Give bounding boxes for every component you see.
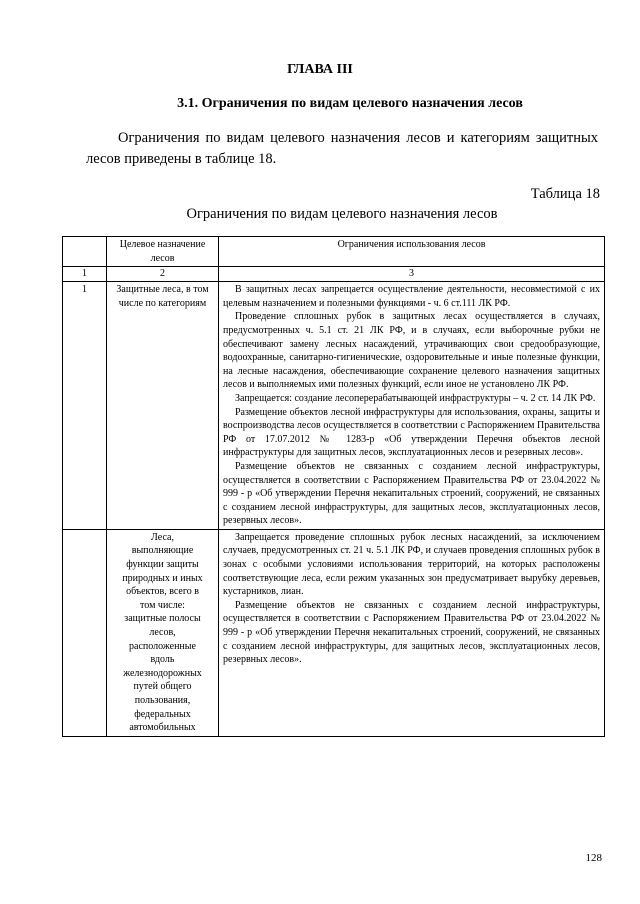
category-line: том числе: <box>140 599 185 611</box>
category-line: расположенные <box>129 640 196 652</box>
table-row <box>63 282 605 530</box>
restrictions-table <box>62 236 605 737</box>
table-header-row <box>63 237 605 267</box>
index-cell-3: 3 <box>219 267 605 282</box>
category-line: защитные полосы <box>124 613 201 625</box>
table-title: Ограничения по видам целевого назначения лесов <box>186 206 498 222</box>
section-heading: 3.1. Ограничения по видам целевого назначения лесов <box>177 96 523 111</box>
index-cell-2: 2 <box>107 267 219 282</box>
category-line: путей общего <box>133 681 192 693</box>
header-cell-purpose: Целевое назначение лесов <box>107 237 219 267</box>
row-number: 1 <box>63 282 107 530</box>
restriction-paragraph: Запрещается проведение сплошных рубок лесных насаждений, за исключением случаев, предусмотренных ст. 21 ч. 5.1 ЛК РФ, и случаев проведения сплошных рубок в зонах с особыми условиями использования территорий, на которых расположены соответствующие леса, если режим указанных зон предусматривает вырубку деревьев, кустарников, лиан. <box>223 531 600 598</box>
restriction-paragraph: Проведение сплошных рубок в защитных лесах осуществляется в случаях, предусмотренных ч. 5.1 ст. 21 ЛК РФ, и в случаях, если выборочные рубки не обеспечивают замену лесных насаждений, утрачивающих свои средообразующие, водоохранные, санитарно-гигиенические, оздоровительные и иные полезные функции, на лесные насаждения, обеспечивающие сохранение целевого назначения защитных лесов и выполняемых ими полезных функций, если иное не установлено ЛК РФ. <box>223 311 600 391</box>
row-category: Защитные леса, в том числе по категориям <box>107 282 219 530</box>
table-number: Таблица 18 <box>530 186 600 202</box>
index-cell-1: 1 <box>63 267 107 282</box>
chapter-heading: ГЛАВА III <box>287 62 353 77</box>
category-line: вдоль <box>150 654 175 666</box>
category-line: объектов, всего в <box>126 586 199 598</box>
page-number: 128 <box>585 852 602 864</box>
category-line: функции защиты <box>126 559 199 571</box>
table-row <box>63 529 605 736</box>
restriction-paragraph: Размещение объектов не связанных с созданием лесной инфраструктуры, осуществляется в соответствии с Распоряжением Правительства РФ от 23.04.2022 № 999 - р «Об утверждении Перечня некапитальных строений, сооружений, не связанных с созданием лесной инфраструктуры, для защитных лесов, эксплуатационных лесов, резервных лесов». <box>223 599 600 666</box>
category-line: автомобильных <box>129 722 196 734</box>
row-restrictions <box>219 529 605 736</box>
restriction-paragraph: Запрещается: создание лесоперерабатывающей инфраструктуры – ч. 2 ст. 14 ЛК РФ. <box>235 392 596 404</box>
category-line: лесов, <box>149 627 176 639</box>
intro-paragraph: Ограничения по видам целевого назначения лесов и категориям защитных лесов приведены в таблице 18. <box>86 130 598 167</box>
row-category <box>107 529 219 736</box>
row-restrictions <box>219 282 605 530</box>
category-line: железнодорожных <box>123 667 202 679</box>
category-line: федеральных <box>134 708 191 720</box>
restriction-paragraph: Размещение объектов не связанных с созданием лесной инфраструктуры, осуществляется в соответствии с Распоряжением Правительства РФ от 23.04.2022 № 999 - р «Об утверждении Перечня некапитальных строений, сооружений, не связанных с созданием лесной инфраструктуры, для защитных лесов, эксплуатационных лесов, резервных лесов». <box>223 460 600 527</box>
row-number <box>63 529 107 736</box>
header-cell-restrictions: Ограничения использования лесов <box>219 237 605 267</box>
header-cell-num <box>63 237 107 267</box>
category-line: Леса, <box>151 531 174 543</box>
restriction-paragraph: В защитных лесах запрещается осуществление деятельности, несовместимой с их целевым назначением и полезными функциями - ч. 6 ст.111 ЛК РФ. <box>223 284 600 309</box>
category-line: выполняющие <box>131 545 194 557</box>
category-line: природных и иных <box>122 572 203 584</box>
table-index-row <box>63 267 605 282</box>
restriction-paragraph: Размещение объектов лесной инфраструктуры для использования, охраны, защиты и воспроизводства лесов осуществляется в соответствии с Распоряжением Правительства РФ от 17.07.2012 № 1283-р «Об утверждении Перечня объектов лесной инфраструктуры для защитных лесов, эксплуатационных лесов и резервных лесов». <box>223 406 600 459</box>
category-line: пользования, <box>134 695 191 706</box>
